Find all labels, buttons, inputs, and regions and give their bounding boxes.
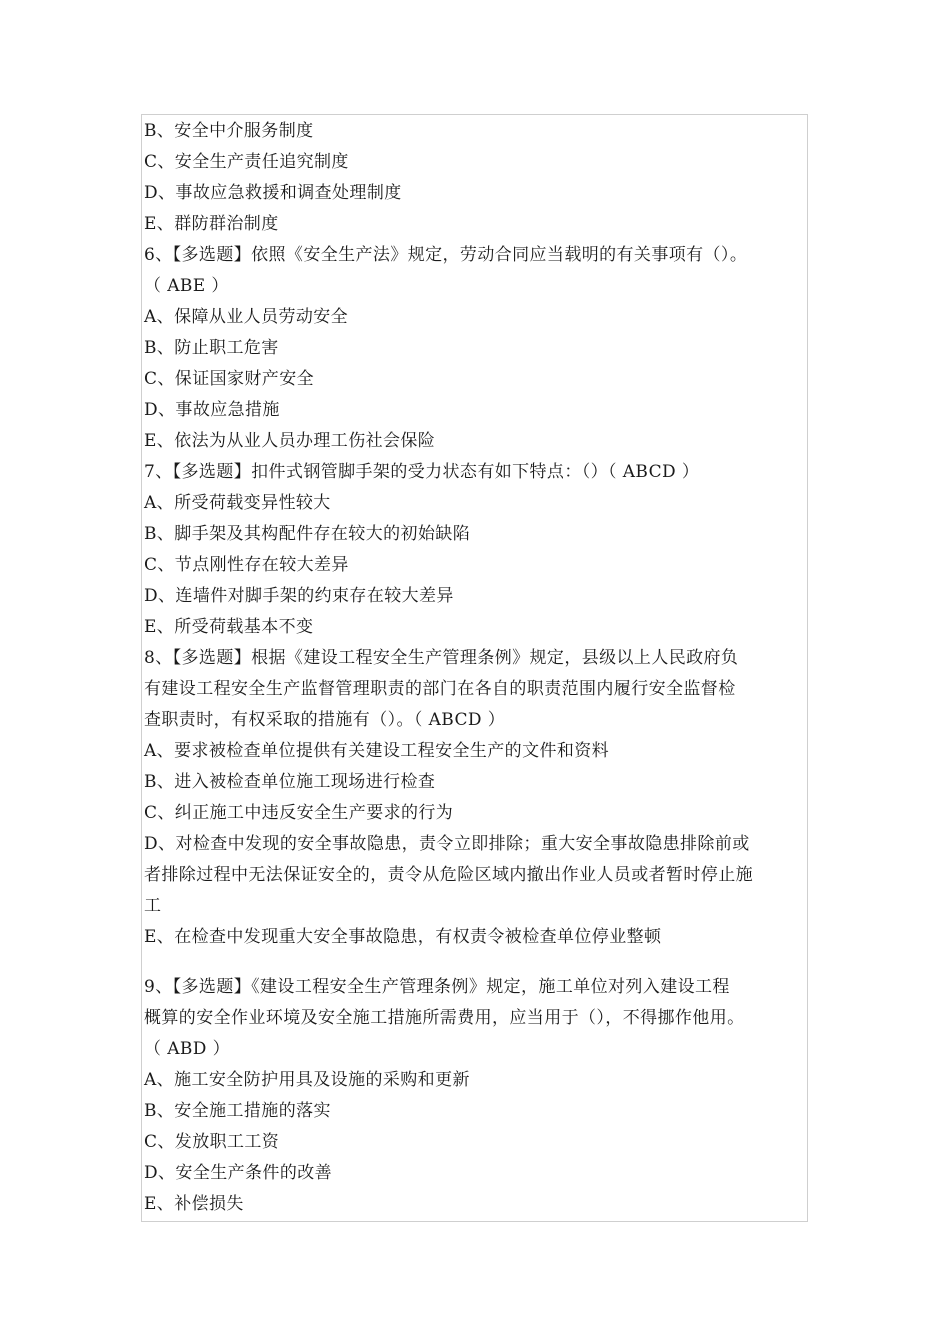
question-8-text-line2: 有建设工程安全生产监督管理职责的部门在各自的职责范围内履行安全监督检 [144,679,736,699]
question-list [144,116,808,1220]
option-6a: A、保障从业人员劳动安全 [144,307,349,327]
option-9d: D、安全生产条件的改善 [144,1163,333,1183]
option-7c: C、节点刚性存在较大差异 [144,555,349,575]
option-5c: C、安全生产责任追究制度 [144,152,349,172]
option-9c: C、发放职工工资 [144,1132,280,1152]
question-6-answer: （ ABE ） [144,276,229,296]
option-6c: C、保证国家财产安全 [144,369,315,389]
option-8d-line1: D、对检查中发现的安全事故隐患，责令立即排除；重大安全事故隐患排除前或 [144,834,750,854]
option-6b: B、防止职工危害 [144,338,279,358]
option-8a: A、要求被检查单位提供有关建设工程安全生产的文件和资料 [144,741,610,761]
option-8e: E、在检查中发现重大安全事故隐患，有权责令被检查单位停业整顿 [144,927,662,947]
option-7a: A、所受荷载变异性较大 [144,493,331,513]
option-9e: E、补偿损失 [144,1194,244,1214]
option-6e: E、依法为从业人员办理工伤社会保险 [144,431,436,451]
option-8d-line2: 者排除过程中无法保证安全的，责令从危险区域内撤出作业人员或者暂时停止施 [144,865,753,885]
option-9b: B、安全施工措施的落实 [144,1101,331,1121]
option-8d-line3: 工 [144,896,162,916]
question-8-text-line1: 8、【多选题】根据《建设工程安全生产管理条例》规定，县级以上人民政府负 [144,648,739,668]
option-9a: A、施工安全防护用具及设施的采购和更新 [144,1070,470,1090]
question-8-text-line3: 查职责时，有权采取的措施有（）。（ ABCD ） [144,710,506,730]
option-5b: B、安全中介服务制度 [144,121,314,141]
option-7e: E、所受荷载基本不变 [144,617,314,637]
option-5d: D、事故应急救援和调查处理制度 [144,183,402,203]
question-9-text-line2: 概算的安全作业环境及安全施工措施所需费用，应当用于（），不得挪作他用。 [144,1008,745,1028]
option-7b: B、脚手架及其构配件存在较大的初始缺陷 [144,524,471,544]
question-9-answer: （ ABD ） [144,1039,231,1059]
option-5e: E、群防群治制度 [144,214,279,234]
option-8c: C、纠正施工中违反安全生产要求的行为 [144,803,454,823]
option-7d: D、连墙件对脚手架的约束存在较大差异 [144,586,454,606]
question-9-text-line1: 9、【多选题】《建设工程安全生产管理条例》规定，施工单位对列入建设工程 [144,977,730,997]
spacer [144,953,808,972]
question-6-text: 6、【多选题】依照《安全生产法》规定，劳动合同应当载明的有关事项有（）。 [144,245,748,265]
question-7-text: 7、【多选题】扣件式钢管脚手架的受力状态有如下特点：（）（ ABCD ） [144,462,700,482]
option-6d: D、事故应急措施 [144,400,280,420]
option-8b: B、进入被检查单位施工现场进行检查 [144,772,436,792]
